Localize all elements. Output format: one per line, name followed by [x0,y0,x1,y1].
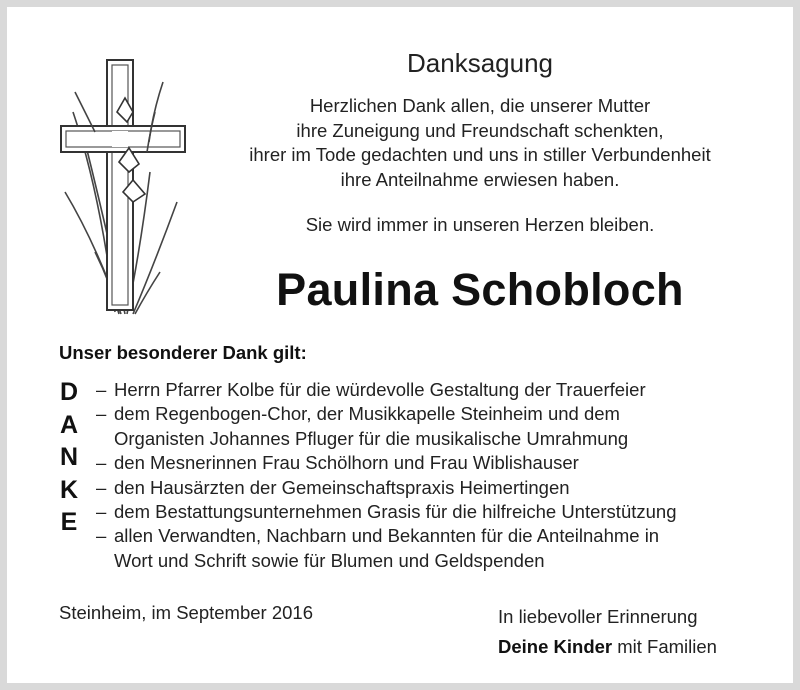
list-item: – den Hausärzten der Gemeinschaftspraxis Heimertingen [96,476,570,498]
closing-block [498,602,717,662]
closing-line: In liebevoller Erinnerung [498,606,698,627]
place-date: Steinheim, im September 2016 [59,602,313,623]
danke-letter: K [59,475,79,504]
thanks-line: ihrer im Tode gedachten und uns in stiller Verbundenheit [249,144,711,165]
list-item: – den Mesnerinnen Frau Schölhorn und Frau Wiblishauser [96,452,579,474]
list-item: Organisten Johannes Pfluger für die musikalische Umrahmung [114,427,629,449]
danke-letter: N [59,443,79,472]
deceased-name: Paulina Schobloch [276,264,684,315]
page-title: Danksagung [407,48,553,78]
danke-letter: E [60,508,78,537]
list-item: – dem Regenbogen-Chor, der Musikkapelle Steinheim und dem [96,403,620,425]
thanks-line: ihre Zuneigung und Freundschaft schenkten, [296,119,664,141]
danke-letter: D [59,378,79,406]
list-item: – Herrn Pfarrer Kolbe für die würdevolle Gestaltung der Trauerfeier [96,379,646,400]
signers-bold: Deine Kinder [498,636,613,657]
list-item: Wort und Schrift sowie für Blumen und Geldspenden [114,549,545,571]
danke-letter: A [59,410,79,439]
danke-acrostic [58,376,80,539]
special-thanks-heading: Unser besonderer Dank gilt: [59,342,307,363]
thanks-list [96,378,776,573]
cross-with-lilies-icon [55,52,195,322]
list-item: – allen Verwandten, Nachbarn und Bekannten für die Anteilnahme in [96,525,660,547]
signers [498,632,717,662]
heart-line: Sie wird immer in unseren Herzen bleiben. [305,214,655,235]
signers-rest: mit Familien [612,636,717,657]
thanks-line: Herzlichen Dank allen, die unserer Mutter [309,95,651,116]
thanks-line: ihre Anteilnahme erwiesen haben. [340,168,620,190]
list-item: – dem Bestattungsunternehmen Grasis für die hilfreiche Unterstützung [96,500,677,522]
thanks-paragraph [200,94,760,192]
